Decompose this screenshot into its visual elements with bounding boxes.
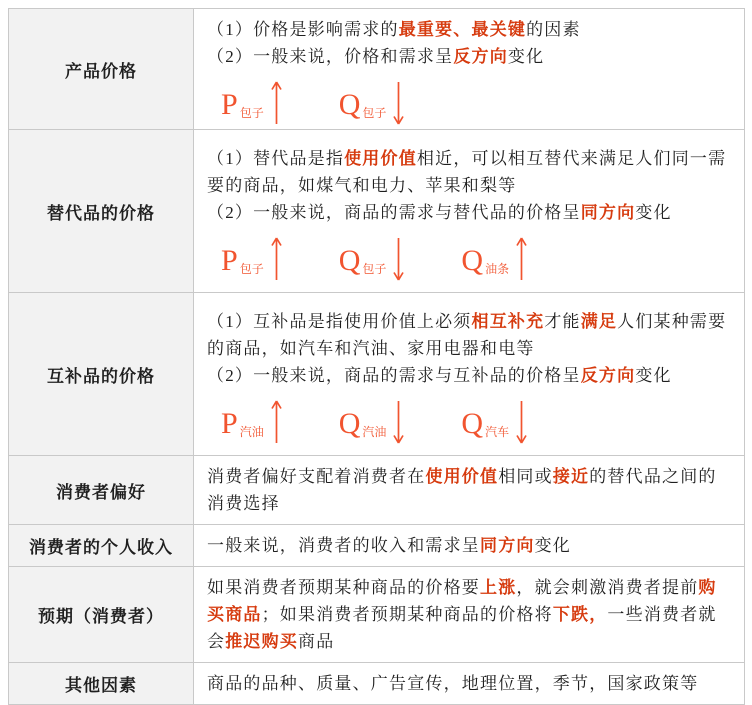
content-paragraph — [207, 16, 732, 43]
text-segment: （1）价格是影响需求的 — [207, 20, 399, 39]
row-content — [194, 9, 745, 130]
price-quantity-letter: P — [221, 406, 238, 440]
highlight-text: 最重要、最关键 — [398, 20, 527, 39]
text-segment: （2）一般来说，商品的需求与互补品的价格呈 — [207, 365, 581, 385]
text-segment: 商品的品种、质量、广告宣传，地理位置，季节，国家政策等 — [207, 674, 699, 693]
highlight-text: 下跌， — [552, 605, 608, 624]
arrow-down-icon — [515, 399, 528, 445]
content-paragraph — [207, 532, 732, 559]
formula — [221, 236, 283, 276]
price-quantity-letter: Q — [461, 243, 484, 277]
row-content — [194, 663, 745, 705]
text-segment: 变化 — [534, 536, 572, 555]
price-quantity-letter: Q — [338, 88, 361, 121]
highlight-text: 相互补充 — [471, 311, 545, 331]
highlight-text: 同方向 — [580, 202, 636, 222]
content-paragraph — [207, 145, 732, 199]
text-segment: 变化 — [507, 47, 545, 66]
row-content — [194, 130, 745, 293]
table-row — [9, 525, 745, 567]
row-content — [194, 293, 745, 456]
text-segment: 的替代品之间的消费选择 — [207, 467, 717, 513]
formula-subscript: 包子 — [362, 261, 387, 276]
formula-subscript: 汽油 — [362, 424, 387, 439]
row-content — [194, 525, 745, 567]
formula — [339, 399, 406, 439]
text-segment: （2）一般来说，商品的需求与替代品的价格呈 — [207, 202, 581, 222]
row-header: 其他因素 — [9, 663, 194, 705]
table-row — [9, 130, 745, 293]
formula — [221, 399, 283, 439]
row-content — [194, 567, 745, 663]
highlight-text: 购买商品 — [207, 578, 717, 624]
arrow-down-icon — [392, 80, 405, 126]
formula-subscript: 包子 — [239, 261, 264, 276]
arrow-up-icon — [270, 236, 283, 282]
row-content — [194, 456, 745, 525]
text-segment: 一般来说，消费者的收入和需求呈 — [207, 536, 480, 555]
row-header: 消费者的个人收入 — [9, 525, 194, 567]
text-segment: 变化 — [635, 365, 672, 385]
formula-subscript: 包子 — [239, 106, 264, 120]
table-row — [9, 456, 745, 525]
text-segment: （1）替代品是指 — [207, 148, 345, 168]
highlight-text: 上涨 — [480, 578, 517, 597]
highlight-text: 同方向 — [480, 536, 535, 555]
row-header: 替代品的价格 — [9, 130, 194, 293]
table-row — [9, 567, 745, 663]
content-paragraph — [207, 362, 732, 389]
content-paragraph — [207, 308, 732, 362]
table-row — [9, 293, 745, 456]
formula — [339, 236, 406, 276]
content-paragraph — [207, 199, 732, 226]
highlight-text: 使用价值 — [344, 148, 417, 168]
row-header: 预期（消费者） — [9, 567, 194, 663]
factors-table-body — [9, 9, 745, 705]
formula — [339, 80, 406, 120]
price-quantity-letter: P — [221, 243, 238, 277]
text-segment: 一些消费者就会 — [207, 605, 717, 651]
arrow-up-icon — [515, 236, 528, 282]
formula-subscript: 汽油 — [239, 424, 264, 439]
highlight-text: 使用价值 — [425, 467, 499, 486]
highlight-text: 推迟购买 — [225, 632, 299, 651]
formula — [461, 236, 528, 276]
text-segment: 的因素 — [526, 20, 581, 39]
price-quantity-letter: Q — [338, 243, 361, 277]
text-segment: （2）一般来说，价格和需求呈 — [207, 47, 454, 66]
content-paragraph — [207, 670, 732, 697]
table-row — [9, 663, 745, 705]
formula-row — [221, 80, 732, 120]
text-segment: ；如果消费者预期某种商品的价格将 — [261, 605, 553, 624]
highlight-text: 接近 — [552, 467, 590, 486]
price-quantity-letter: P — [221, 88, 238, 121]
price-quantity-letter: Q — [338, 406, 361, 440]
arrow-down-icon — [392, 236, 405, 282]
text-segment: 消费者偏好支配着消费者在 — [207, 467, 426, 486]
arrow-down-icon — [392, 399, 405, 445]
text-segment: 商品 — [298, 632, 335, 651]
formula-subscript: 汽车 — [485, 424, 510, 439]
text-segment: （1）互补品是指使用价值上必须 — [207, 311, 472, 331]
text-segment: 如果消费者预期某种商品的价格要 — [207, 578, 480, 597]
row-header: 消费者偏好 — [9, 456, 194, 525]
text-segment: 相近，可以相互替代来满足人们同一需要的商品，如煤气和电力、苹果和梨等 — [207, 148, 727, 195]
formula-subscript: 油条 — [485, 261, 510, 276]
highlight-text: 满足 — [580, 311, 618, 331]
text-segment: 变化 — [635, 202, 672, 222]
formula-row — [221, 399, 732, 439]
price-quantity-letter: Q — [461, 406, 484, 440]
arrow-up-icon — [270, 399, 283, 445]
formula-row — [221, 236, 732, 276]
text-segment: 人们某种需要的商品，如汽车和汽油、家用电器和电等 — [207, 311, 727, 358]
arrow-up-icon — [270, 80, 283, 126]
text-segment: 相同或 — [498, 467, 553, 486]
content-paragraph — [207, 574, 732, 655]
formula — [221, 80, 283, 120]
text-segment: ，就会刺激消费者提前 — [516, 578, 699, 597]
text-segment: 才能 — [544, 311, 581, 331]
formula-subscript: 包子 — [362, 106, 387, 120]
table-row — [9, 9, 745, 130]
demand-factors-table — [8, 8, 745, 705]
formula — [461, 399, 528, 439]
highlight-text: 反方向 — [453, 47, 508, 66]
row-header: 产品价格 — [9, 9, 194, 130]
content-paragraph — [207, 463, 732, 517]
highlight-text: 反方向 — [580, 365, 636, 385]
row-header: 互补品的价格 — [9, 293, 194, 456]
content-paragraph — [207, 43, 732, 70]
